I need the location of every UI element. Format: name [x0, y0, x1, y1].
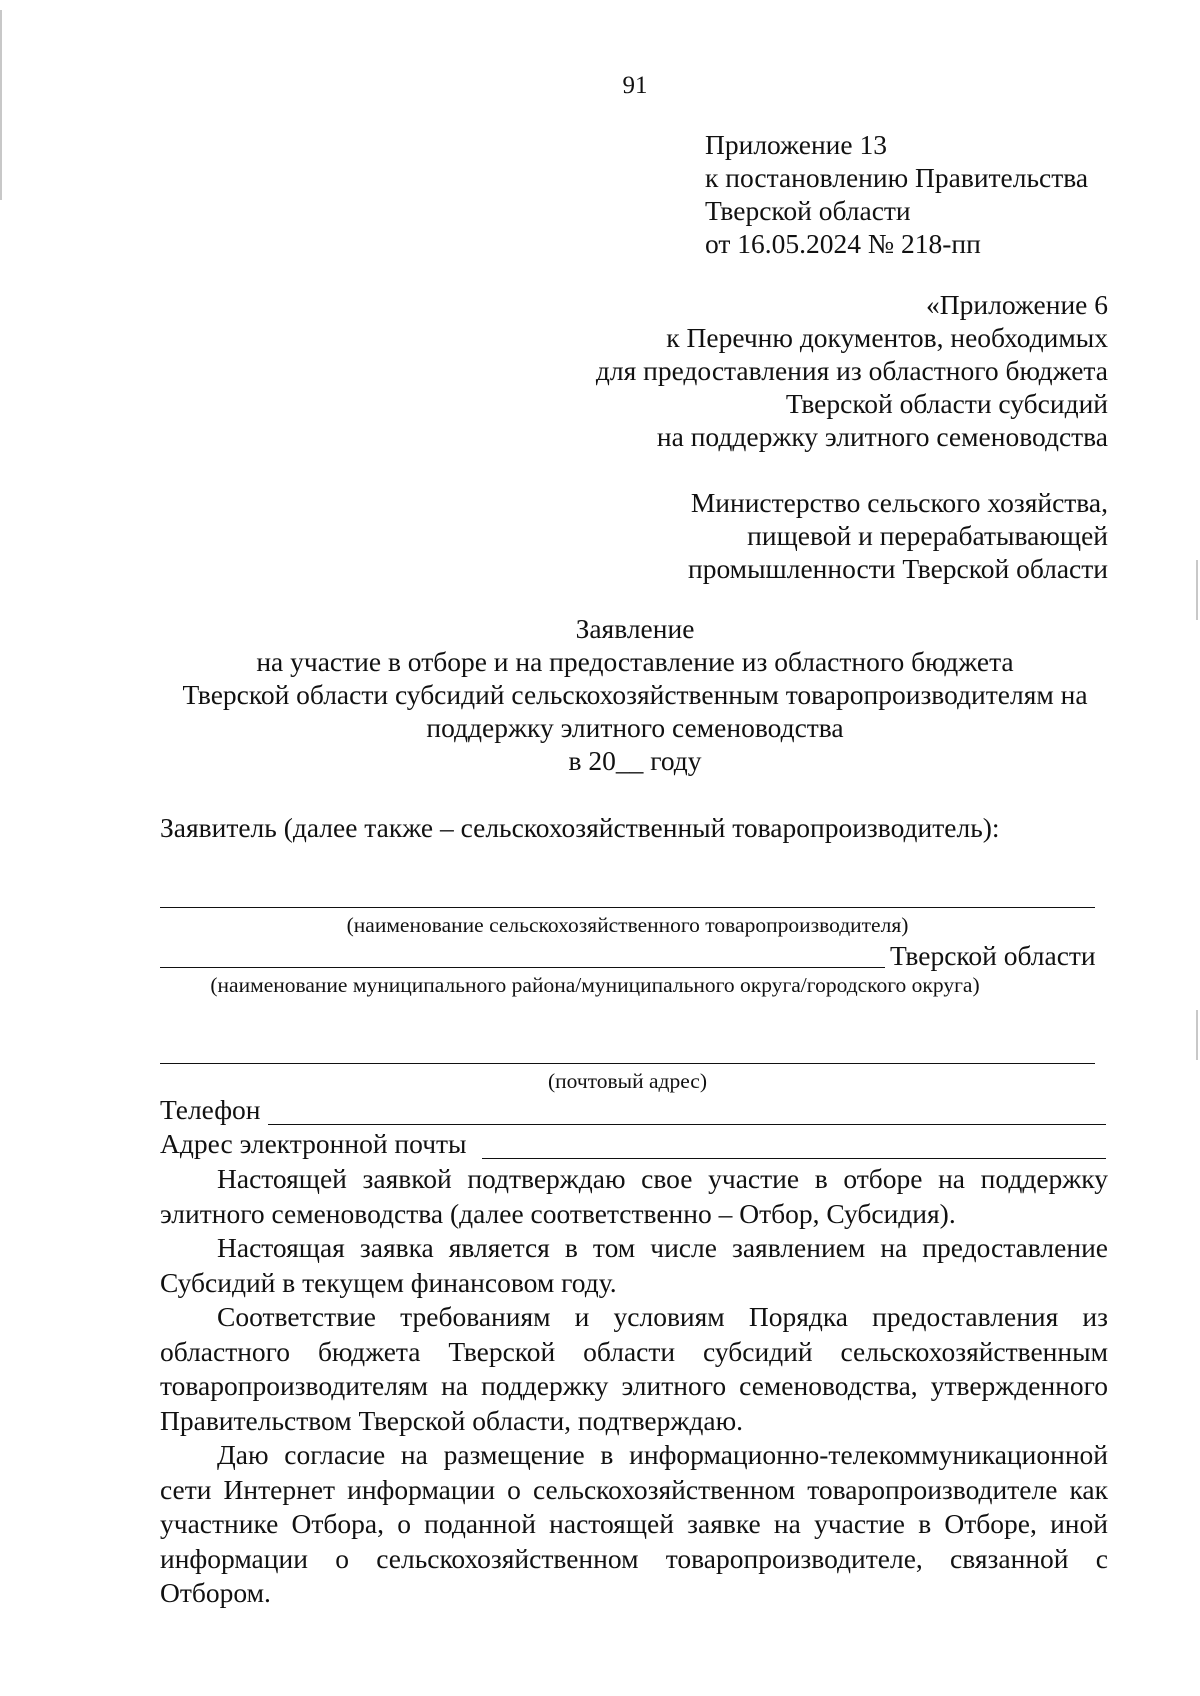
appendix-13-header	[705, 128, 1088, 260]
applicant-label: Заявитель (далее также – сельскохозяйственный товаропроизводитель):	[160, 812, 1000, 843]
email-field[interactable]	[482, 1158, 1106, 1159]
ministry-line: промышленности Тверской области	[687, 553, 1108, 584]
body-paragraph: Настоящая заявка является в том числе заявлением на предоставление Субсидий в текущем финансовом году.	[160, 1232, 1108, 1298]
email-label: Адрес электронной почты	[160, 1128, 467, 1159]
title-line: Заявление	[575, 613, 695, 644]
title-line: Тверской области субсидий сельскохозяйственным товаропроизводителям на	[182, 679, 1088, 710]
appendix-13-line: Приложение 13	[705, 129, 887, 160]
body-paragraph: Даю согласие на размещение в информационно-телекоммуникационной сети Интернет информации о сельскохозяйственном товаропроизводителе как участнике Отбора, о поданной настоящей заявке на участие в Отборе, иной информации о сельскохозяйственном товаропроизводителе, связанной с Отбором.	[160, 1439, 1108, 1608]
appendix-6-line: Тверской области субсидий	[785, 388, 1108, 419]
producer-name-field[interactable]	[160, 907, 1095, 908]
scan-edge-mark	[1196, 1010, 1198, 1060]
municipality-field[interactable]	[160, 967, 885, 968]
title-line: в 20__ году	[568, 745, 702, 776]
municipality-caption: (наименование муниципального района/муниципального округа/городского округа)	[210, 973, 980, 997]
appendix-6-line: на поддержку элитного семеноводства	[656, 421, 1108, 452]
page-number: 91	[622, 72, 648, 99]
scan-edge-mark	[0, 10, 2, 200]
appendix-6-line: для предоставления из областного бюджета	[595, 355, 1108, 386]
postal-address-caption: (почтовый адрес)	[547, 1069, 708, 1093]
phone-field[interactable]	[268, 1124, 1106, 1125]
body-paragraph: Настоящей заявкой подтверждаю свое участие в отборе на поддержку элитного семеноводства (далее соответственно – Отбор, Субсидия).	[160, 1163, 1108, 1229]
appendix-6-header	[596, 288, 1108, 453]
scan-edge-mark	[1196, 560, 1198, 620]
application-body	[160, 1162, 1108, 1611]
producer-name-caption: (наименование сельскохозяйственного товаропроизводителя)	[346, 913, 909, 937]
phone-label: Телефон	[160, 1094, 261, 1125]
title-line: на участие в отборе и на предоставление из областного бюджета	[256, 646, 1014, 677]
application-title	[0, 612, 1200, 777]
ministry-line: Министерство сельского хозяйства,	[690, 487, 1108, 518]
appendix-6-line: к Перечню документов, необходимых	[666, 322, 1108, 353]
appendix-13-line: Тверской области	[705, 195, 911, 226]
tver-region-suffix: Тверской области	[890, 940, 1096, 971]
ministry-line: пищевой и перерабатывающей	[747, 520, 1108, 551]
addressee-ministry	[688, 486, 1108, 585]
postal-address-field[interactable]	[160, 1063, 1095, 1064]
body-paragraph: Соответствие требованиям и условиям Порядка предоставления из областного бюджета Тверской области субсидий сельскохозяйственным товаропроизводителям на поддержку элитного семеноводства, утвержденного Правительством Тверской области, подтверждаю.	[160, 1301, 1108, 1436]
appendix-13-line: от 16.05.2024 № 218-пп	[705, 228, 981, 259]
appendix-13-line: к постановлению Правительства	[705, 162, 1089, 193]
appendix-6-line: «Приложение 6	[926, 289, 1108, 320]
title-line: поддержку элитного семеноводства	[426, 712, 844, 743]
